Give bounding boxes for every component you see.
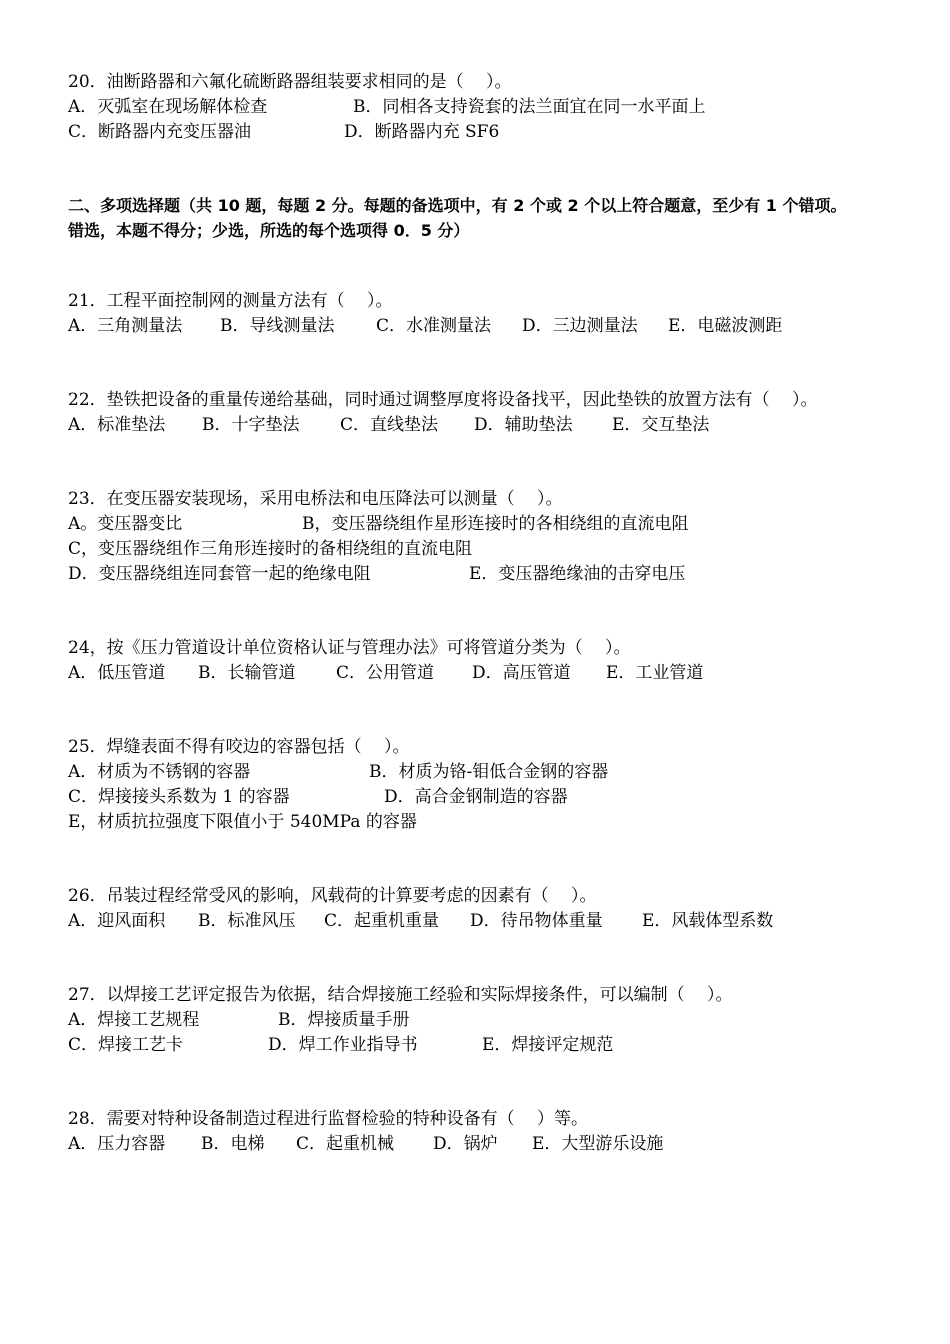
question-27 [68,983,918,1058]
question-25 [68,735,918,835]
option-line [68,810,918,835]
answer-option: D．待吊物体重量 [470,911,603,931]
section-heading-line-2: 错选，本题不得分；少选，所选的每个选项得 0．5 分） [68,221,470,240]
answer-option: E．焊接评定规范 [482,1035,614,1055]
answer-option: B．导线测量法 [220,316,335,336]
answer-option: C．直线垫法 [340,415,439,435]
answer-option: B．十字垫法 [202,415,300,435]
answer-option: D．三边测量法 [522,316,638,336]
answer-option: B．焊接质量手册 [278,1010,410,1030]
option-line [68,95,918,120]
option-line [68,120,918,145]
option-line [68,314,918,339]
answer-option: C．起重机械 [296,1134,395,1154]
option-line [68,909,918,934]
answer-option: B．长输管道 [198,663,296,683]
answer-option: A．低压管道 [68,663,166,683]
option-line [68,413,918,438]
question-stem: 24，按《压力管道设计单位资格认证与管理办法》可将管道分类为（ ）。 [68,638,631,658]
answer-option: A．材质为不锈钢的容器 [68,762,251,782]
answer-option: A．标准垫法 [68,415,166,435]
answer-option: A．压力容器 [68,1134,166,1154]
answer-option: C．水准测量法 [376,316,492,336]
question-23 [68,487,918,587]
answer-option: D．高压管道 [472,663,571,683]
answer-option: E．变压器绝缘油的击穿电压 [469,564,686,584]
answer-option: E．风载体型系数 [642,911,774,931]
answer-option: C．焊接接头系数为 1 的容器 [68,787,290,807]
answer-option: D．高合金钢制造的容器 [384,787,568,807]
answer-option: D．辅助垫法 [474,415,573,435]
answer-option: B．电梯 [201,1134,265,1154]
answer-option: A．迎风面积 [68,911,166,931]
answer-option: D．焊工作业指导书 [268,1035,418,1055]
answer-option: C．起重机重量 [324,911,440,931]
answer-option: C．焊接工艺卡 [68,1035,184,1055]
option-line [68,562,918,587]
answer-option: A．灭弧室在现场解体检查 [68,97,268,117]
option-line [68,1132,918,1157]
option-line [68,785,918,810]
answer-option: C，变压器绕组作三角形连接时的备相绕组的直流电阻 [68,539,473,559]
answer-option: C．公用管道 [336,663,435,683]
answer-option: B．同相各支持瓷套的法兰面宜在同一水平面上 [353,97,706,117]
answer-option: B，变压器绕组作星形连接时的各相绕组的直流电阻 [302,514,689,534]
option-line [68,512,918,537]
answer-option: E．交互垫法 [612,415,710,435]
option-line [68,1008,918,1033]
question-stem: 20．油断路器和六氟化硫断路器组装要求相同的是（ ）。 [68,72,512,92]
question-list [68,243,918,1157]
option-line [68,760,918,785]
answer-option: B．材质为铬-钼低合金钢的容器 [369,762,609,782]
exam-page [68,70,918,1157]
section-heading [68,193,918,243]
answer-option: D．变压器绕组连同套管一起的绝缘电阻 [68,564,371,584]
question-26 [68,884,918,934]
answer-option: E，材质抗拉强度下限值小于 540MPa 的容器 [68,812,417,832]
answer-option: A．三角测量法 [68,316,183,336]
question-24 [68,636,918,686]
question-28 [68,1107,918,1157]
answer-option: E．大型游乐设施 [532,1134,664,1154]
question-stem: 22．垫铁把设备的重量传递给基础，同时通过调整厚度将设备找平，因此垫铁的放置方法有（ ）。 [68,390,818,410]
section-heading-line-1: 二、多项选择题（共 10 题，每题 2 分。每题的备选项中，有 2 个或 2 个以上符合题意，至少有 1 个错项。 [68,196,847,215]
answer-option: E．电磁波测距 [668,316,783,336]
question-stem: 25．焊缝表面不得有咬边的容器包括（ ）。 [68,737,410,757]
answer-option: D．锅炉 [433,1134,498,1154]
question-22 [68,388,918,438]
question-21 [68,289,918,339]
option-line [68,661,918,686]
answer-option: A．焊接工艺规程 [68,1010,200,1030]
question-20 [68,70,918,145]
question-stem: 28．需要对特种设备制造过程进行监督检验的特种设备有（ ）等。 [68,1109,589,1129]
question-stem: 26．吊装过程经常受风的影响，风载荷的计算要考虑的因素有（ ）。 [68,886,597,906]
answer-option: C．断路器内充变压器油 [68,122,252,142]
answer-option: B．标准风压 [198,911,296,931]
option-line [68,1033,918,1058]
option-line [68,537,918,562]
question-stem: 27．以焊接工艺评定报告为依据，结合焊接施工经验和实际焊接条件，可以编制（ ）。 [68,985,733,1005]
question-stem: 21．工程平面控制网的测量方法有（ ）。 [68,291,393,311]
answer-option: D．断路器内充 SF6 [344,122,500,142]
question-stem: 23．在变压器安装现场，采用电桥法和电压降法可以测量（ ）。 [68,489,563,509]
answer-option: E．工业管道 [606,663,704,683]
answer-option: A。变压器变比 [68,514,183,534]
